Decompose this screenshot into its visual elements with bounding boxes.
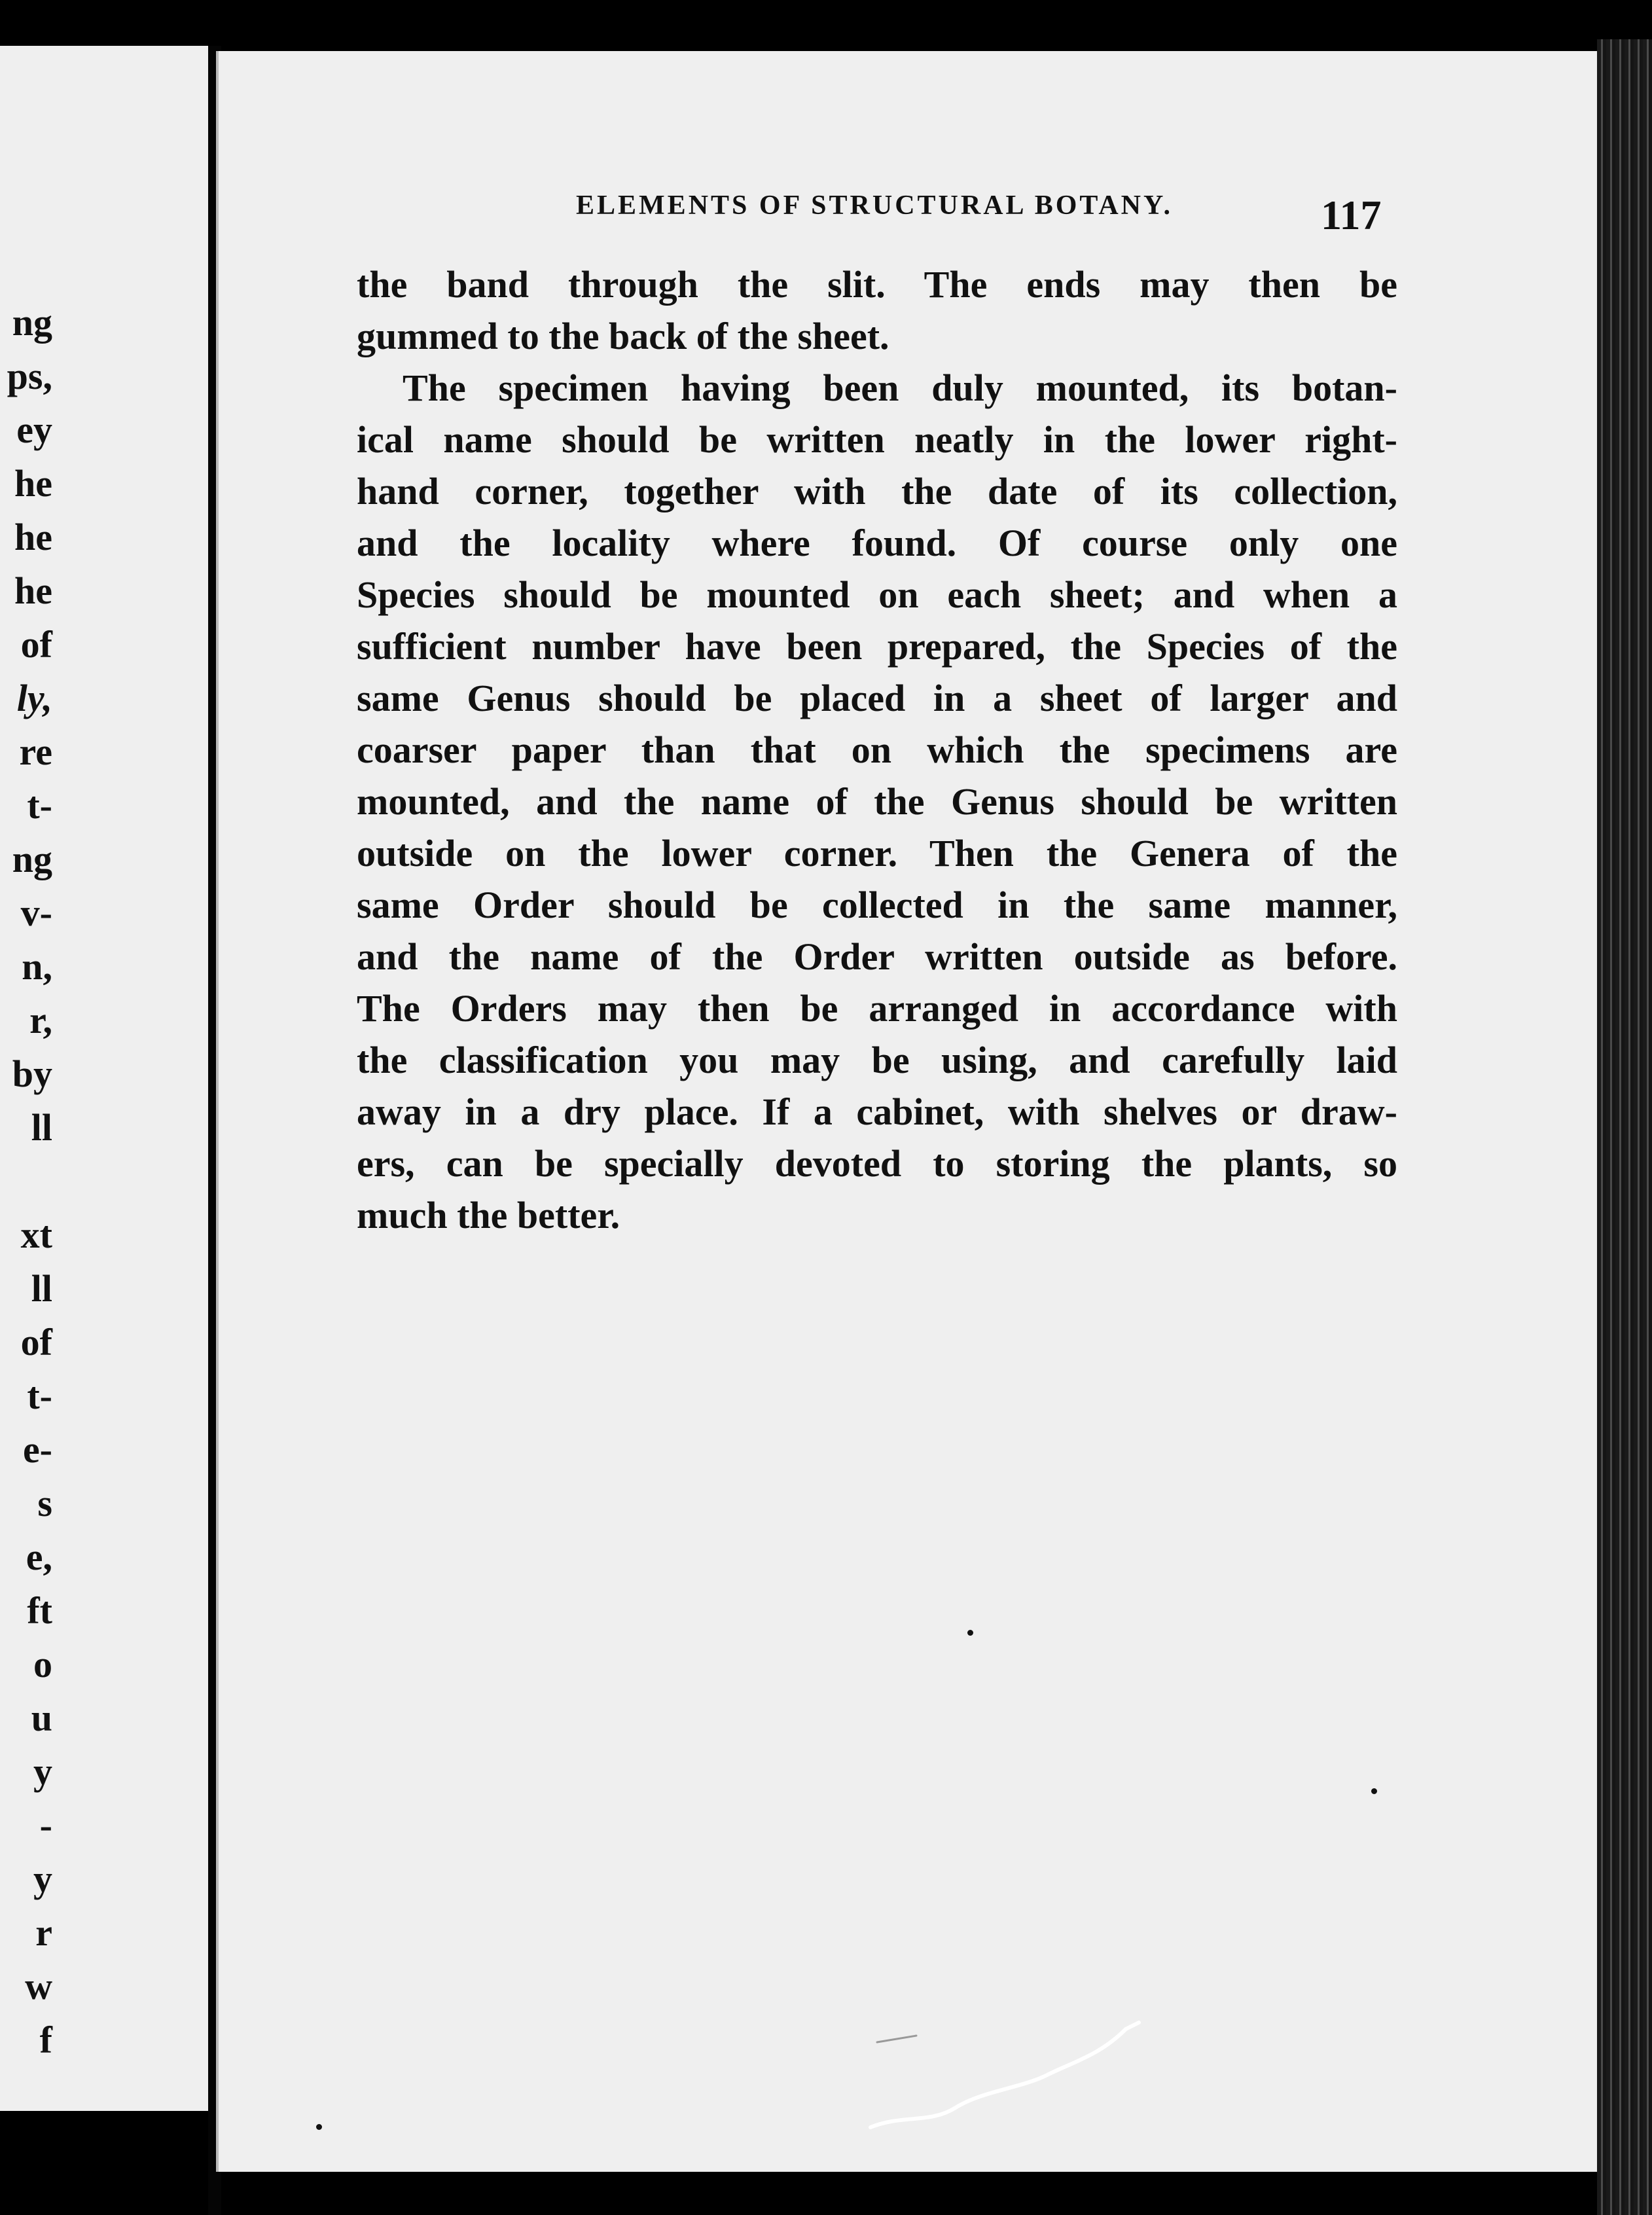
facing-page-fragment: of — [20, 1321, 52, 1363]
facing-page-fragment: he — [14, 516, 52, 558]
text-line: hand corner, together with the date of its collection, — [357, 470, 1397, 513]
text-line: same Order should be collected in the same manner, — [357, 884, 1397, 926]
facing-page-fragment: w — [25, 1965, 52, 2008]
facing-page-fragment: e, — [26, 1536, 52, 1578]
facing-page-fragment: y — [33, 1858, 52, 1900]
facing-page-fragment: t- — [27, 784, 52, 827]
text-line: away in a dry place. If a cabinet, with shelves or draw- — [357, 1090, 1397, 1133]
text-line: The Orders may then be arranged in accordance with — [357, 987, 1397, 1030]
facing-page-fragment: ll — [31, 1106, 52, 1149]
running-head: ELEMENTS OF STRUCTURAL BOTANY. — [576, 190, 1173, 221]
facing-page-fragment: ly, — [16, 677, 52, 719]
facing-page-fragment: he — [14, 462, 52, 505]
text-line: ers, can be specially devoted to storing the plants, so — [357, 1142, 1397, 1185]
text-line: sufficient number have been prepared, the Species of the — [357, 625, 1397, 668]
facing-page-fragment: r, — [29, 999, 52, 1041]
ink-speck — [316, 2124, 322, 2130]
facing-page-fragment: v- — [20, 891, 52, 934]
text-line: ical name should be written neatly in the lower right- — [357, 418, 1397, 461]
ink-speck — [1371, 1788, 1377, 1794]
facing-page-fragment: ll — [31, 1267, 52, 1310]
text-line: the band through the slit. The ends may then be — [357, 263, 1397, 306]
text-line: much the better. — [357, 1194, 620, 1236]
facing-page-fragment: e- — [22, 1428, 52, 1471]
facing-page — [0, 46, 212, 2111]
text-line: the classification you may be using, and carefully laid — [357, 1039, 1397, 1081]
facing-page-fragment: n, — [22, 945, 52, 988]
facing-page-fragment: ft — [27, 1589, 52, 1632]
text-line: The specimen having been duly mounted, its botan- — [403, 367, 1397, 409]
page-number: 117 — [1321, 192, 1382, 238]
text-line: Species should be mounted on each sheet; and when a — [357, 573, 1397, 616]
facing-page-fragment: u — [31, 1697, 52, 1739]
book-edge — [1597, 39, 1652, 2215]
facing-page-fragment: f — [39, 2019, 52, 2061]
facing-page-fragment: r — [35, 1911, 52, 1954]
facing-page-fragment: by — [12, 1053, 52, 1095]
facing-page-fragment: of — [20, 623, 52, 666]
facing-page-fragment: xt — [20, 1214, 52, 1256]
ink-speck — [967, 1630, 973, 1636]
text-line: and the locality where found. Of course only one — [357, 522, 1397, 564]
paper-scratch — [851, 2016, 1191, 2134]
text-line: and the name of the Order written outside as before. — [357, 935, 1397, 978]
text-line: mounted, and the name of the Genus should be written — [357, 780, 1397, 823]
text-line: outside on the lower corner. Then the Genera of the — [357, 832, 1397, 874]
facing-page-fragment: ng — [12, 301, 52, 344]
body-text — [357, 259, 1397, 1241]
facing-page-fragment: t- — [27, 1375, 52, 1417]
facing-page-fragment: y — [33, 1750, 52, 1793]
facing-page-fragment: - — [39, 1804, 52, 1846]
text-line: gummed to the back of the sheet. — [357, 315, 889, 357]
facing-page-fragment: o — [33, 1643, 52, 1685]
facing-page-fragment: s — [37, 1482, 52, 1524]
text-line: same Genus should be placed in a sheet of larger and — [357, 677, 1397, 719]
facing-page-fragment: ps, — [7, 355, 52, 397]
facing-page-fragment: ey — [16, 408, 52, 451]
facing-page-fragment: re — [19, 730, 52, 773]
text-line: coarser paper than that on which the specimens are — [357, 729, 1397, 771]
facing-page-fragment: he — [14, 569, 52, 612]
facing-page-fragment: ng — [12, 838, 52, 880]
